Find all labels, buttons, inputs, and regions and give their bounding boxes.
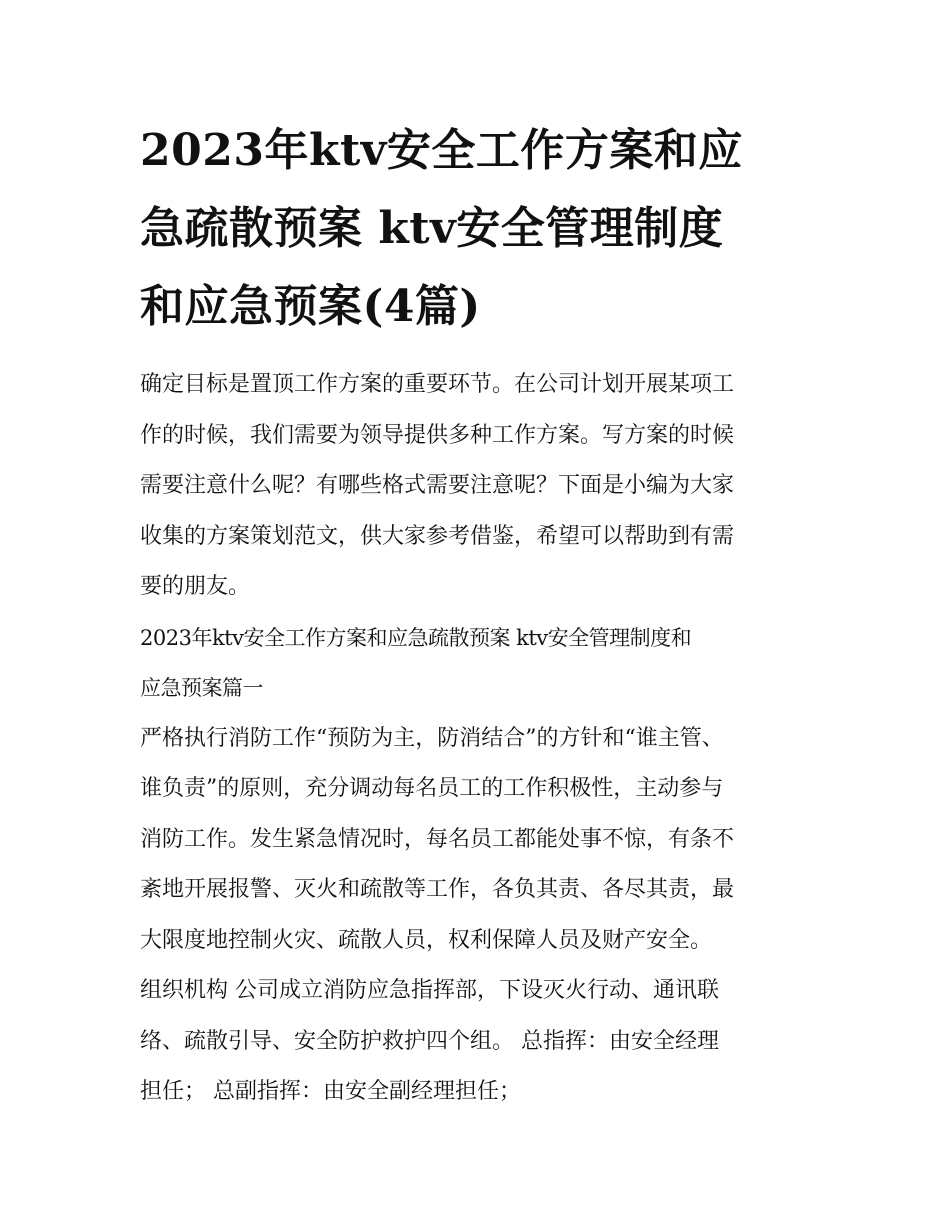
text-line: 严格执行消防工作“预防为主，防消结合”的方针和“谁主管、: [140, 725, 724, 751]
text-line: 紊地开展报警、灭火和疏散等工作，各负其责、各尽其责，最: [140, 877, 735, 902]
principle-paragraph: [140, 714, 815, 967]
text-line: 确定目标是置顶工作方案的重要环节。在公司计划开展某项工: [140, 372, 735, 397]
text-line: 络、疏散引导、安全防护救护四个组。 总指挥：由安全经理: [140, 1028, 719, 1054]
text-line: 2023年ktv安全工作方案和应急疏散预案 ktv安全管理制度和: [140, 625, 692, 650]
text-line: 收集的方案策划范文，供大家参考借鉴，希望可以帮助到有需: [140, 523, 735, 549]
intro-paragraph: [140, 360, 815, 613]
text-line: 作的时候，我们需要为领导提供多种工作方案。写方案的时候: [140, 422, 735, 448]
section-heading: [140, 613, 815, 714]
title-line: 急疏散预案 ktv安全管理制度: [140, 203, 724, 254]
text-line: 大限度地控制火灾、疏散人员，权利保障人员及财产安全。: [140, 927, 713, 953]
text-line: 担任； 总副指挥：由安全副经理担任；: [140, 1079, 521, 1104]
title-line: 2023年ktv安全工作方案和应: [140, 125, 743, 176]
text-line: 组织机构 公司成立消防应急指挥部，下设灭火行动、通讯联: [140, 978, 719, 1003]
title-line: 和应急预案(4篇): [140, 281, 481, 332]
document-title: [140, 112, 815, 346]
text-line: 谁负责”的原则，充分调动每名员工的工作积极性，主动参与: [140, 776, 724, 801]
document-page: [140, 112, 815, 1118]
text-line: 要的朋友。: [140, 574, 251, 599]
text-line: 应急预案篇一: [140, 676, 263, 700]
organization-paragraph: [140, 966, 815, 1118]
text-line: 消防工作。发生紧急情况时，每名员工都能处事不惊，有条不: [140, 826, 735, 852]
document-body: [140, 360, 815, 1118]
text-line: 需要注意什么呢？有哪些格式需要注意呢？下面是小编为大家: [140, 473, 735, 498]
